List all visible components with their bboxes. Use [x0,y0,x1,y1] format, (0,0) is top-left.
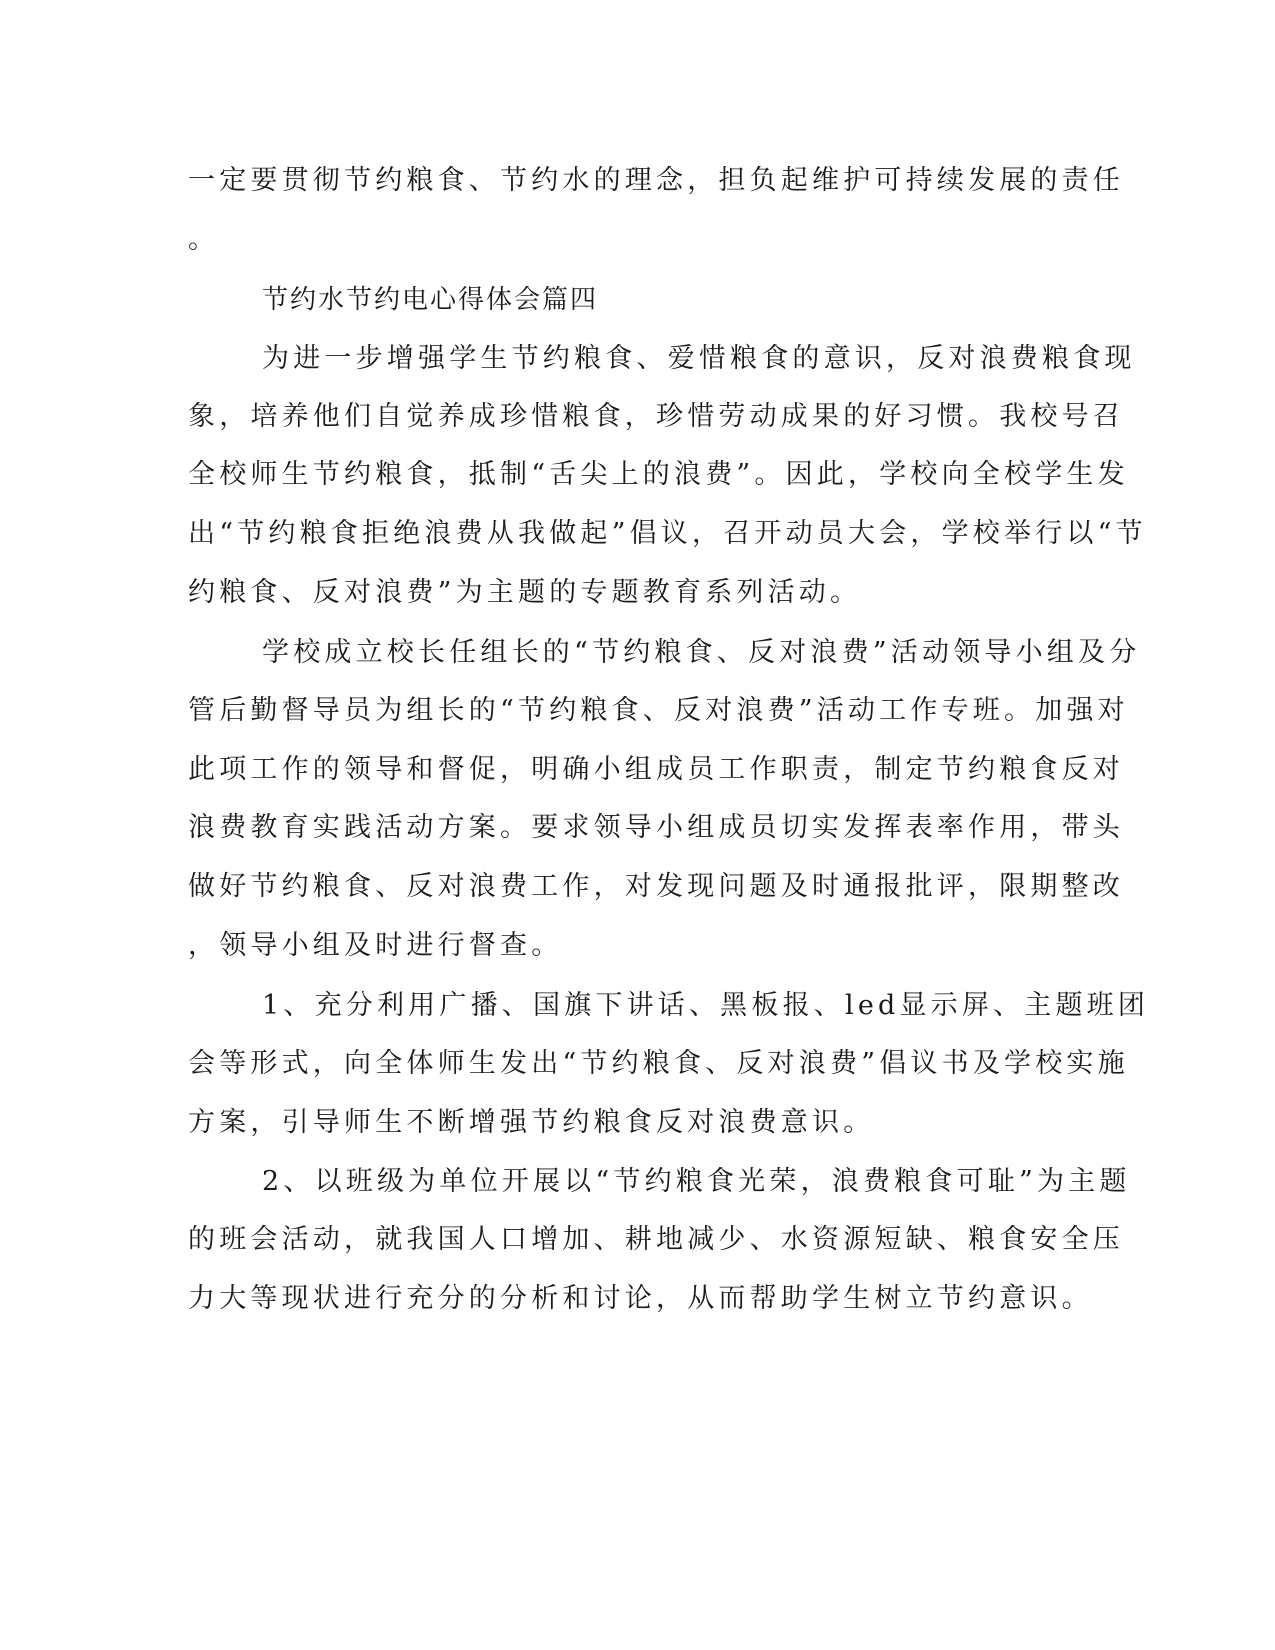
text-line: 出“节约粮食拒绝浪费从我做起”倡议，召开动员大会，学校举行以“节 [188,518,1147,549]
text-line: 此项工作的领导和督促，明确小组成员工作职责，制定节约粮食反对 [188,754,1124,785]
text-line: 一定要贯彻节约粮食、节约水的理念，担负起维护可持续发展的责任 [188,165,1124,196]
text-line: 。 [188,224,220,255]
section-heading: 节约水节约电心得体会篇四 [262,285,599,315]
text-line: 力大等现状进行充分的分析和讨论，从而帮助学生树立节约意识。 [188,1283,1093,1314]
text-line: 为进一步增强学生节约粮食、爱惜粮食的意识，反对浪费粮食现 [262,343,1136,374]
text-line: 方案，引导师生不断增强节约粮食反对浪费意识。 [188,1107,875,1138]
text-line: 2、以班级为单位开展以“节约粮食光荣，浪费粮食可耻”为主题 [262,1166,1131,1197]
text-line: 管后勤督导员为组长的“节约粮食、反对浪费”活动工作专班。加强对 [188,695,1129,726]
text-line: 会等形式，向全体师生发出“节约粮食、反对浪费”倡议书及学校实施 [188,1048,1129,1079]
text-line: 全校师生节约粮食，抵制“舌尖上的浪费”。因此，学校向全校学生发 [188,459,1129,490]
text-line: 的班会活动，就我国人口增加、耕地减少、水资源短缺、粮食安全压 [188,1224,1124,1255]
text-line: 象，培养他们自觉养成珍惜粮食，珍惜劳动成果的好习惯。我校号召 [188,401,1124,432]
text-line: 约粮食、反对浪费”为主题的专题教育系列活动。 [188,577,862,608]
text-line: ，领导小组及时进行督查。 [188,930,563,961]
text-line: 学校成立校长任组长的“节约粮食、反对浪费”活动领导小组及分 [262,637,1141,668]
text-line: 浪费教育实践活动方案。要求领导小组成员切实发挥表率作用，带头 [188,812,1124,843]
text-line: 1、充分利用广播、国旗下讲话、黑板报、led显示屏、主题班团 [262,990,1150,1021]
text-line: 做好节约粮食、反对浪费工作，对发现问题及时通报批评，限期整改 [188,871,1124,902]
